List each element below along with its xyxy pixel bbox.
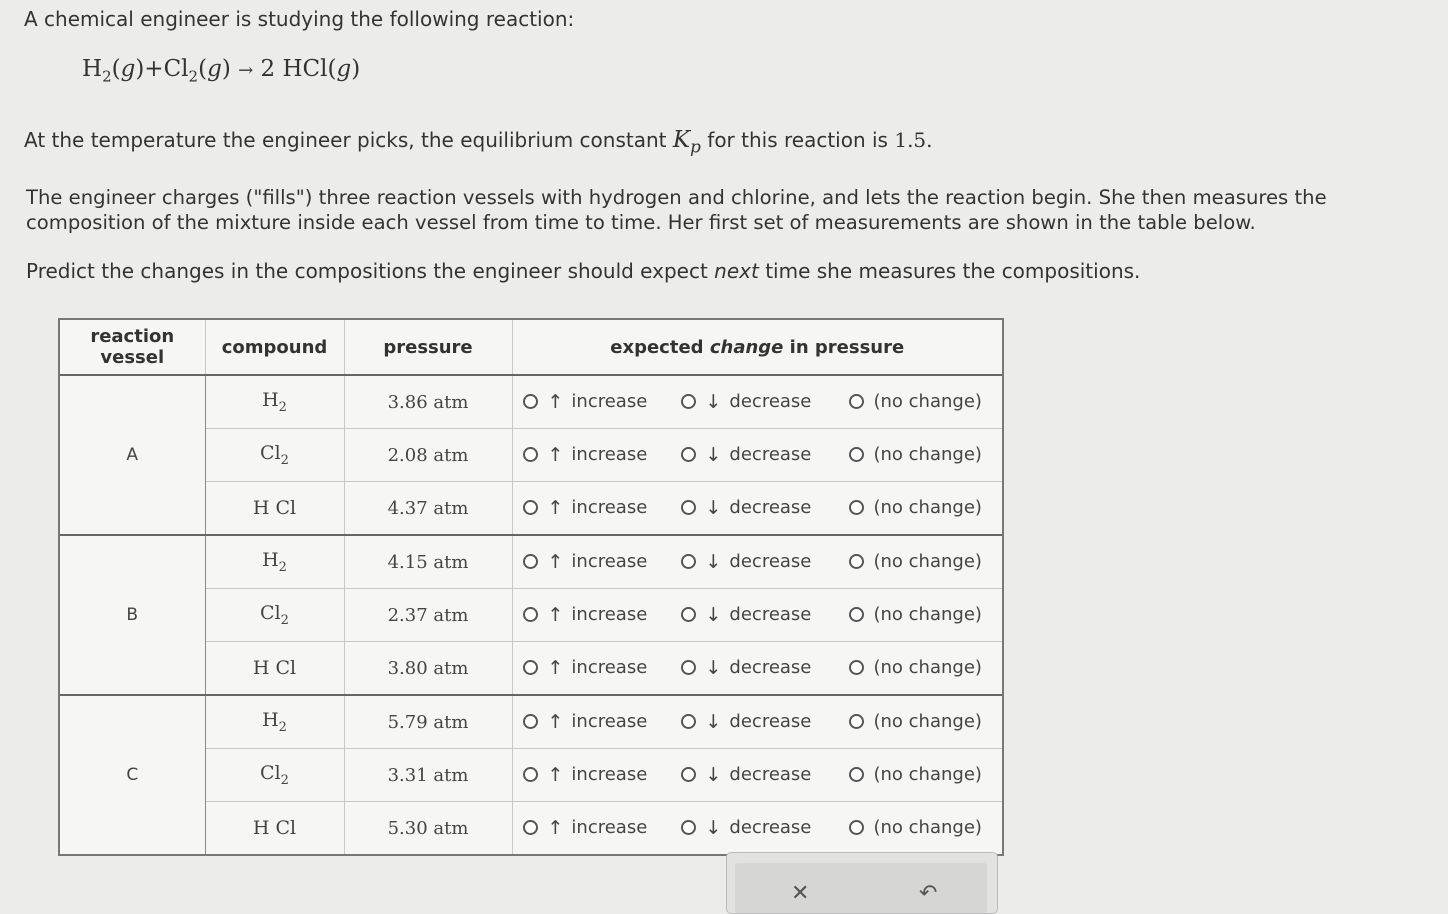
pressure-cell: 5.79 atm <box>344 695 512 749</box>
change-options <box>512 482 1003 536</box>
option-label: (no change) <box>873 551 982 573</box>
increase-option[interactable] <box>523 604 681 626</box>
up-arrow-icon: ↑ <box>547 710 564 733</box>
down-arrow-icon: ↓ <box>705 550 722 573</box>
decrease-option[interactable] <box>681 497 849 519</box>
option-label: (no change) <box>873 657 982 679</box>
radio-button[interactable] <box>523 660 538 675</box>
down-arrow-icon: ↓ <box>705 816 722 839</box>
pressure-cell: 5.30 atm <box>344 802 512 856</box>
radio-button[interactable] <box>523 554 538 569</box>
down-arrow-icon: ↓ <box>705 603 722 626</box>
radio-button[interactable] <box>523 767 538 782</box>
compound-cell <box>205 589 344 642</box>
decrease-option[interactable] <box>681 817 849 839</box>
up-arrow-icon: ↑ <box>547 763 564 786</box>
change-options <box>512 535 1003 589</box>
no-change-option[interactable] <box>849 551 982 572</box>
change-options <box>512 429 1003 482</box>
option-label: increase <box>571 764 648 786</box>
option-label: increase <box>571 444 648 466</box>
increase-option[interactable] <box>523 711 681 733</box>
radio-button[interactable] <box>523 820 538 835</box>
radio-button[interactable] <box>849 554 864 569</box>
clear-button[interactable]: ✕ <box>791 881 810 906</box>
compound-symbol: Cl <box>260 602 281 625</box>
increase-option[interactable] <box>523 764 681 786</box>
radio-button[interactable] <box>523 394 538 409</box>
compound-subscript: 2 <box>280 452 289 468</box>
option-label: (no change) <box>873 764 982 786</box>
radio-button[interactable] <box>849 447 864 462</box>
pressure-cell: 3.31 atm <box>344 749 512 802</box>
option-label: increase <box>571 604 648 626</box>
vessel-label: C <box>59 695 205 855</box>
table-row <box>59 535 1003 589</box>
up-arrow-icon: ↑ <box>547 550 564 573</box>
radio-button[interactable] <box>681 394 696 409</box>
decrease-option[interactable] <box>681 391 849 413</box>
compound-symbol: Cl <box>260 442 281 465</box>
option-label: decrease <box>729 444 812 466</box>
measurements-table <box>58 318 1004 856</box>
option-label: decrease <box>729 764 812 786</box>
table-row <box>59 695 1003 749</box>
compound-symbol: H Cl <box>252 817 297 839</box>
no-change-option[interactable] <box>849 657 982 678</box>
kp-statement: At the temperature the engineer picks, the equilibrium constant $K_p$ for this reaction is 1.5. <box>24 127 933 158</box>
compound-symbol: H Cl <box>252 657 297 679</box>
radio-button[interactable] <box>523 607 538 622</box>
increase-option[interactable] <box>523 551 681 573</box>
option-label: decrease <box>729 391 812 413</box>
pressure-cell: 4.37 atm <box>344 482 512 536</box>
increase-option[interactable] <box>523 497 681 519</box>
option-label: (no change) <box>873 604 982 626</box>
decrease-option[interactable] <box>681 657 849 679</box>
up-arrow-icon: ↑ <box>547 496 564 519</box>
header-reaction-vessel: reaction vessel <box>59 319 205 375</box>
header-expected-change: expected change in pressure <box>512 319 1003 375</box>
pressure-cell: 2.08 atm <box>344 429 512 482</box>
predict-text: Predict the changes in the compositions the engineer should expect next time she measures the compositions. <box>26 259 1141 283</box>
radio-button[interactable] <box>681 767 696 782</box>
change-options <box>512 375 1003 429</box>
option-label: increase <box>571 657 648 679</box>
up-arrow-icon: ↑ <box>547 390 564 413</box>
reaction-equation: $H_2(g)+Cl_2(g) \to 2$ HCl(g) <box>82 56 361 86</box>
compound-subscript: 2 <box>280 772 289 788</box>
decrease-option[interactable] <box>681 764 849 786</box>
no-change-option[interactable] <box>849 604 982 625</box>
increase-option[interactable] <box>523 817 681 839</box>
option-label: increase <box>571 391 648 413</box>
option-label: increase <box>571 497 648 519</box>
decrease-option[interactable] <box>681 711 849 733</box>
pressure-cell: 3.86 atm <box>344 375 512 429</box>
change-options <box>512 589 1003 642</box>
radio-button[interactable] <box>849 660 864 675</box>
radio-button[interactable] <box>681 447 696 462</box>
header-pressure: pressure <box>344 319 512 375</box>
compound-cell <box>205 749 344 802</box>
radio-button[interactable] <box>523 714 538 729</box>
increase-option[interactable] <box>523 391 681 413</box>
up-arrow-icon: ↑ <box>547 443 564 466</box>
no-change-option[interactable] <box>849 391 982 412</box>
option-label: (no change) <box>873 711 982 733</box>
pressure-cell: 4.15 atm <box>344 535 512 589</box>
change-options <box>512 642 1003 696</box>
option-label: increase <box>571 711 648 733</box>
compound-subscript: 2 <box>278 719 287 735</box>
vessel-label: B <box>59 535 205 695</box>
option-label: decrease <box>729 711 812 733</box>
radio-button[interactable] <box>849 500 864 515</box>
radio-button[interactable] <box>849 394 864 409</box>
intro-text: A chemical engineer is studying the following reaction: <box>24 7 575 31</box>
compound-symbol: H <box>262 389 279 412</box>
up-arrow-icon: ↑ <box>547 656 564 679</box>
decrease-option[interactable] <box>681 604 849 626</box>
undo-button[interactable]: ↶ <box>919 881 938 906</box>
down-arrow-icon: ↓ <box>705 763 722 786</box>
radio-button[interactable] <box>681 500 696 515</box>
decrease-option[interactable] <box>681 444 849 466</box>
radio-button[interactable] <box>849 607 864 622</box>
option-label: decrease <box>729 551 812 573</box>
option-label: (no change) <box>873 817 982 839</box>
down-arrow-icon: ↓ <box>705 656 722 679</box>
option-label: decrease <box>729 817 812 839</box>
change-options <box>512 802 1003 856</box>
compound-subscript: 2 <box>278 559 287 575</box>
compound-subscript: 2 <box>278 399 287 415</box>
compound-cell <box>205 802 344 856</box>
no-change-option[interactable] <box>849 711 982 732</box>
compound-cell <box>205 482 344 536</box>
no-change-option[interactable] <box>849 497 982 518</box>
compound-cell <box>205 695 344 749</box>
change-options <box>512 695 1003 749</box>
compound-subscript: 2 <box>280 612 289 628</box>
radio-button[interactable] <box>849 820 864 835</box>
compound-cell <box>205 375 344 429</box>
down-arrow-icon: ↓ <box>705 443 722 466</box>
option-label: (no change) <box>873 497 982 519</box>
compound-cell <box>205 429 344 482</box>
radio-button[interactable] <box>681 660 696 675</box>
compound-symbol: Cl <box>260 762 281 785</box>
paragraph-line-2: composition of the mixture inside each vessel from time to time. Her first set of measurements are shown in the table below. <box>26 211 1256 234</box>
no-change-option[interactable] <box>849 817 982 838</box>
no-change-option[interactable] <box>849 764 982 785</box>
compound-symbol: H <box>262 709 279 732</box>
increase-option[interactable] <box>523 444 681 466</box>
table-row <box>59 375 1003 429</box>
radio-button[interactable] <box>523 447 538 462</box>
up-arrow-icon: ↑ <box>547 816 564 839</box>
up-arrow-icon: ↑ <box>547 603 564 626</box>
paragraph-line-1: The engineer charges ("fills") three reaction vessels with hydrogen and chlorine, and lets the reaction begin. She then measures the <box>26 186 1327 209</box>
down-arrow-icon: ↓ <box>705 496 722 519</box>
radio-button[interactable] <box>849 767 864 782</box>
decrease-option[interactable] <box>681 551 849 573</box>
option-label: decrease <box>729 497 812 519</box>
pressure-cell: 2.37 atm <box>344 589 512 642</box>
answer-toolbar <box>726 852 998 914</box>
compound-cell <box>205 535 344 589</box>
down-arrow-icon: ↓ <box>705 390 722 413</box>
option-label: increase <box>571 551 648 573</box>
radio-button[interactable] <box>681 554 696 569</box>
compound-cell <box>205 642 344 696</box>
option-label: (no change) <box>873 391 982 413</box>
radio-button[interactable] <box>681 714 696 729</box>
down-arrow-icon: ↓ <box>705 710 722 733</box>
radio-button[interactable] <box>523 500 538 515</box>
radio-button[interactable] <box>681 820 696 835</box>
change-options <box>512 749 1003 802</box>
vessel-label: A <box>59 375 205 535</box>
kp-symbol: $K_p$ <box>672 127 701 158</box>
option-label: (no change) <box>873 444 982 466</box>
option-label: decrease <box>729 604 812 626</box>
increase-option[interactable] <box>523 657 681 679</box>
option-label: increase <box>571 817 648 839</box>
header-compound: compound <box>205 319 344 375</box>
radio-button[interactable] <box>681 607 696 622</box>
compound-symbol: H Cl <box>252 497 297 519</box>
no-change-option[interactable] <box>849 444 982 465</box>
radio-button[interactable] <box>849 714 864 729</box>
compound-symbol: H <box>262 549 279 572</box>
pressure-cell: 3.80 atm <box>344 642 512 696</box>
option-label: decrease <box>729 657 812 679</box>
